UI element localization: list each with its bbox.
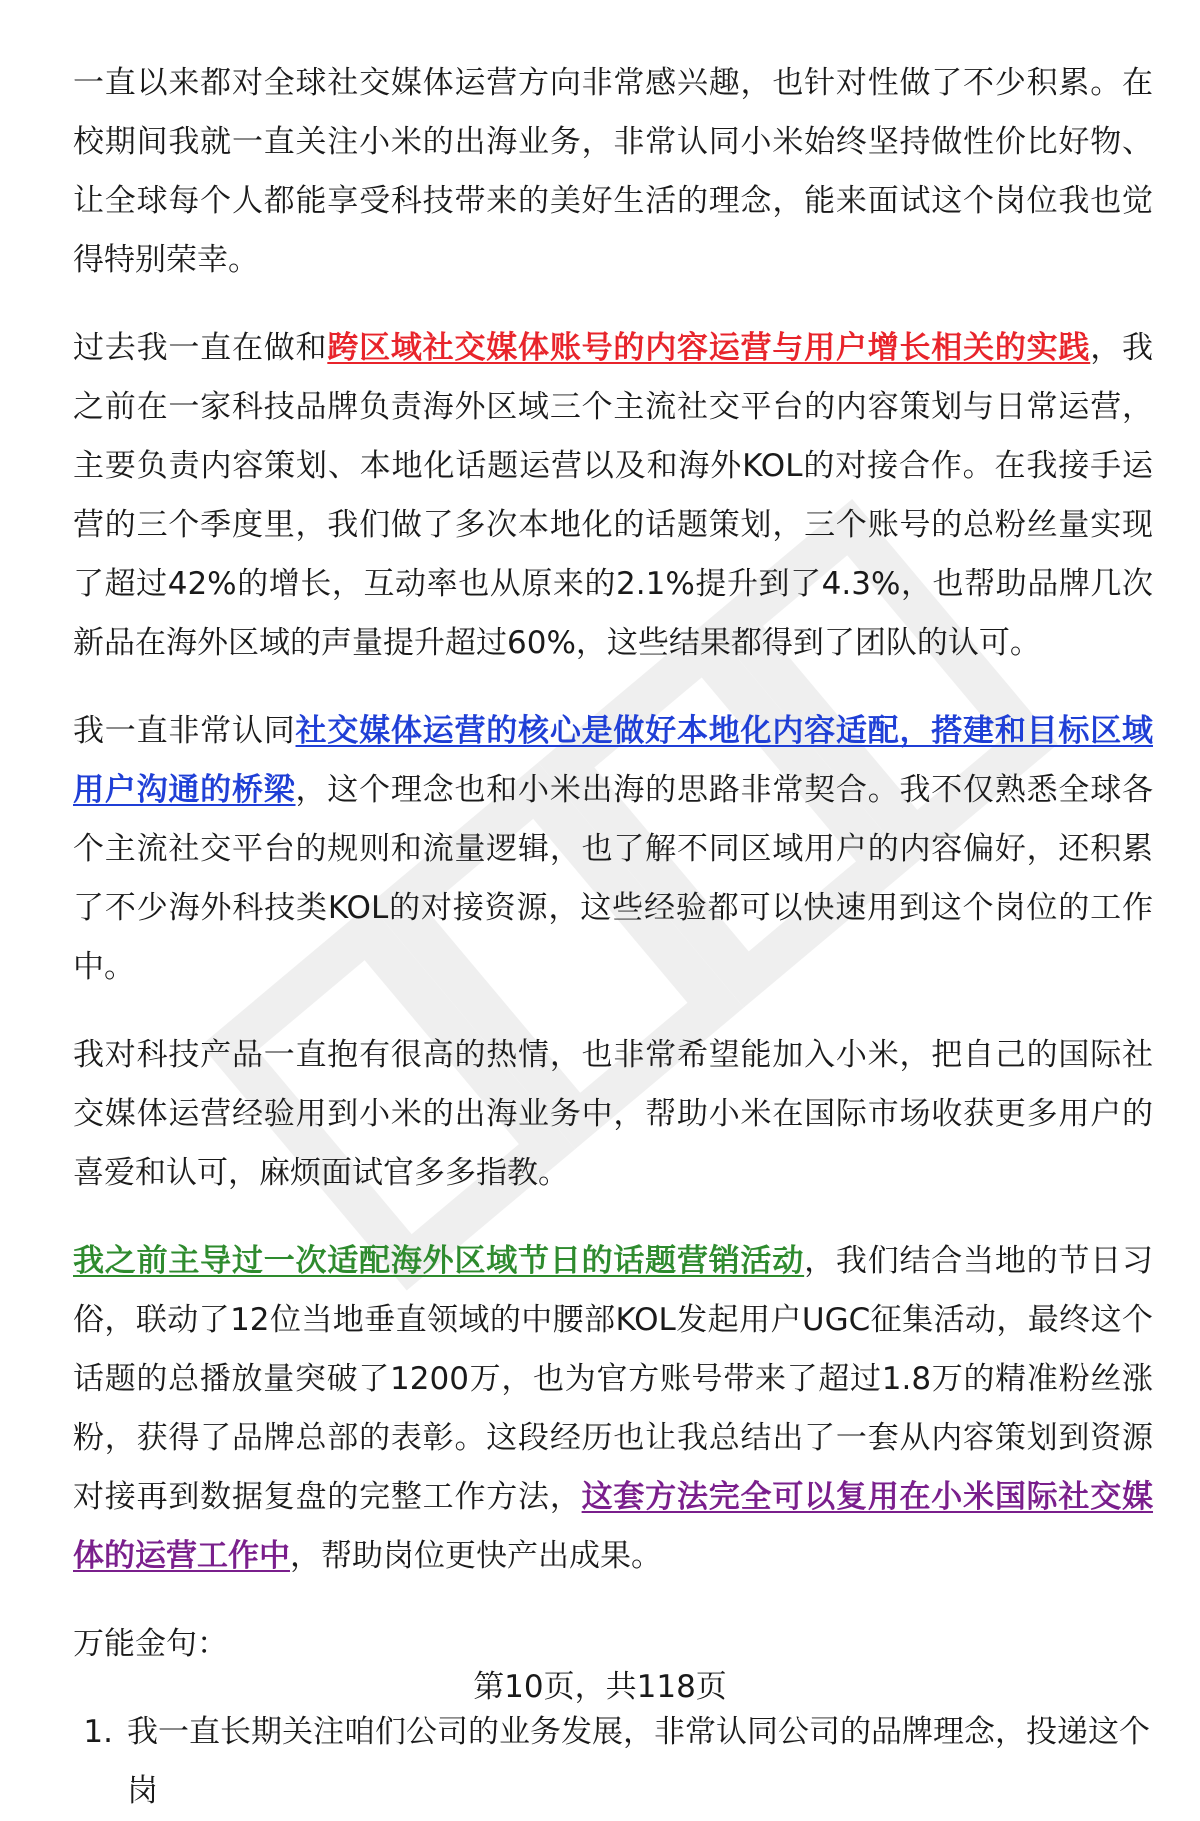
paragraph-text: 过去我一直在做和	[73, 330, 328, 366]
paragraph-text: ，我们结合当地的节日习俗，联动了12位当地垂直领域的中腰部KOL发起用户UGC征集活动，最终这个话题的总播放量突破了1200万，也为官方账号带来了超过1.8万的精准粉丝涨粉，获得了品牌总部的表彰。这段经历也让我总结出了一套从内容策划到资源对接再到数据复盘的完整工作方法，	[73, 1243, 1154, 1515]
paragraph-text: ，帮助岗位更快产出成果。	[290, 1538, 662, 1574]
section-title: 万能金句：	[73, 1626, 228, 1662]
highlight-red: 跨区域社交媒体账号的内容运营与用户增长相关的实践	[327, 330, 1091, 366]
paragraph-text: 我一直非常认同	[73, 713, 296, 749]
page-footer: 第10页，共118页	[473, 1669, 727, 1705]
paragraph-intro	[73, 54, 1153, 290]
document-body	[73, 54, 1153, 1821]
paragraph-philosophy	[73, 702, 1153, 997]
paragraph-text: 一直以来都对全球社交媒体运营方向非常感兴趣，也针对性做了不少积累。在校期间我就一直关注小米的出海业务，非常认同小米始终坚持做性价比好物、让全球每个人都能享受科技带来的美好生活的理念，能来面试这个岗位我也觉得特别荣幸。	[73, 65, 1153, 278]
list-text: 我一直长期关注咱们公司的业务发展，非常认同公司的品牌理念，投递这个岗	[127, 1714, 1150, 1809]
paragraph-text: 我对科技产品一直抱有很高的热情，也非常希望能加入小米，把自己的国际社交媒体运营经验用到小米的出海业务中，帮助小米在国际市场收获更多用户的喜爱和认可，麻烦面试官多多指教。	[73, 1037, 1153, 1191]
paragraph-experience	[73, 319, 1153, 673]
list-number: 1.	[83, 1714, 113, 1750]
paragraph-campaign	[73, 1232, 1153, 1586]
list-item	[73, 1703, 1153, 1821]
paragraph-text: ，这个理念也和小米出海的思路非常契合。我不仅熟悉全球各个主流社交平台的规则和流量逻辑，也了解不同区域用户的内容偏好，还积累了不少海外科技类KOL的对接资源，这些经验都可以快速用到这个岗位的工作中。	[73, 772, 1153, 985]
paragraph-motivation	[73, 1026, 1153, 1203]
paragraph-text: ，我之前在一家科技品牌负责海外区域三个主流社交平台的内容策划与日常运营，主要负责内容策划、本地化话题运营以及和海外KOL的对接合作。在我接手运营的三个季度里，我们做了多次本地化的话题策划，三个账号的总粉丝量实现了超过42%的增长，互动率也从原来的2.1%提升到了4.3%，也帮助品牌几次新品在海外区域的声量提升超过60%，这些结果都得到了团队的认可。	[73, 330, 1154, 661]
highlight-green: 我之前主导过一次适配海外区域节日的话题营销活动	[73, 1243, 805, 1279]
highlight-purple: 这套方法完全可以复用在小米国际社交媒体的运营工作中	[73, 1479, 1154, 1574]
highlight-blue: 社交媒体运营的核心是做好本地化内容适配，搭建和目标区域用户沟通的桥梁	[73, 713, 1153, 808]
